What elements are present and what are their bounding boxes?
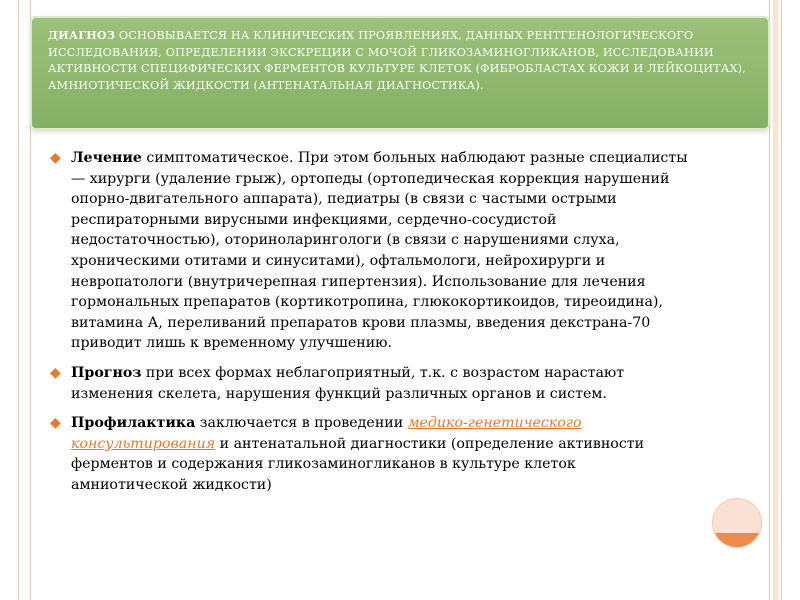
prevention-text-before: заключается в проведении	[195, 415, 408, 432]
prognosis-term: Прогноз	[71, 364, 142, 381]
prevention-text-after: и антенатальной диагностики (определение активности ферментов и содержания гликозаминогликанов в культуре клеток амниотической жидкости)	[71, 435, 645, 493]
diagnosis-header-box	[30, 16, 770, 130]
prevention-term: Профилактика	[71, 415, 196, 432]
diagnosis-term: ДИАГНОЗ	[48, 28, 116, 42]
bullet-prevention	[50, 413, 690, 495]
treatment-text: симптоматическое. При этом больных наблюдают разные специалисты — хирурги (удаление грыж), ортопеды (ортопедическая коррекция нарушений опорно-двигательного аппарата), педиатры (в связи с частыми острыми респираторными вирусными инфекциями, сердечно-сосудистой недостаточностью), оториноларингологи (в связи с нарушениями слуха, хроническими отитами и синуситами), офтальмологи, нейрохирурги и невропатологи (внутричерепная гипертензия). Использование для лечения гормональных препаратов (кортикотропина, глюкокортикоидов, тиреоидина), витамина А, переливаний препаратов крови плазмы, введения декстрана-70 приводит лишь к временному улучшению.	[71, 150, 688, 352]
diagnosis-description: ОСНОВЫВАЕТСЯ НА КЛИНИЧЕСКИХ ПРОЯВЛЕНИЯХ, ДАННЫХ РЕНТГЕНОЛОГИЧЕСКОГО ИССЛЕДОВАНИЯ, ОПРЕДЕЛЕНИИ ЭКСКРЕЦИИ С МОЧОЙ ГЛИКОЗАМИНОГЛИКАНОВ, ИССЛЕДОВАНИИ АКТИВНОСТИ СПЕЦИФИЧЕСКИХ ФЕРМЕНТОВ КУЛЬТУРЕ КЛЕТОК (ФИБРОБЛАСТАХ КОЖИ И ЛЕЙКОЦИТАХ), АМНИОТИЧЕСКОЙ ЖИДКОСТИ (АНТЕНАТАЛЬНАЯ ДИАГНОСТИКА).	[48, 29, 746, 92]
genetic-counseling-link[interactable]: медико-генетического консультирования	[71, 415, 582, 452]
bullet-treatment	[50, 148, 690, 354]
bullet-prognosis	[50, 363, 690, 404]
diagnosis-header-text	[48, 27, 752, 94]
slide-body	[50, 148, 690, 505]
bullet-diamond-icon: ◆	[50, 150, 61, 166]
decorative-circle-fill	[713, 533, 761, 547]
bullet-diamond-icon: ◆	[50, 415, 61, 432]
right-frame-stripe	[773, 0, 778, 600]
treatment-term: Лечение	[71, 150, 142, 166]
decorative-circle	[712, 498, 762, 548]
right-decorative-frame	[769, 0, 782, 600]
bullet-diamond-icon: ◆	[50, 364, 61, 381]
prognosis-text: при всех формах неблагоприятный, т.к. с возрастом нарастают изменения скелета, нарушения функций различных органов и систем.	[71, 364, 625, 402]
